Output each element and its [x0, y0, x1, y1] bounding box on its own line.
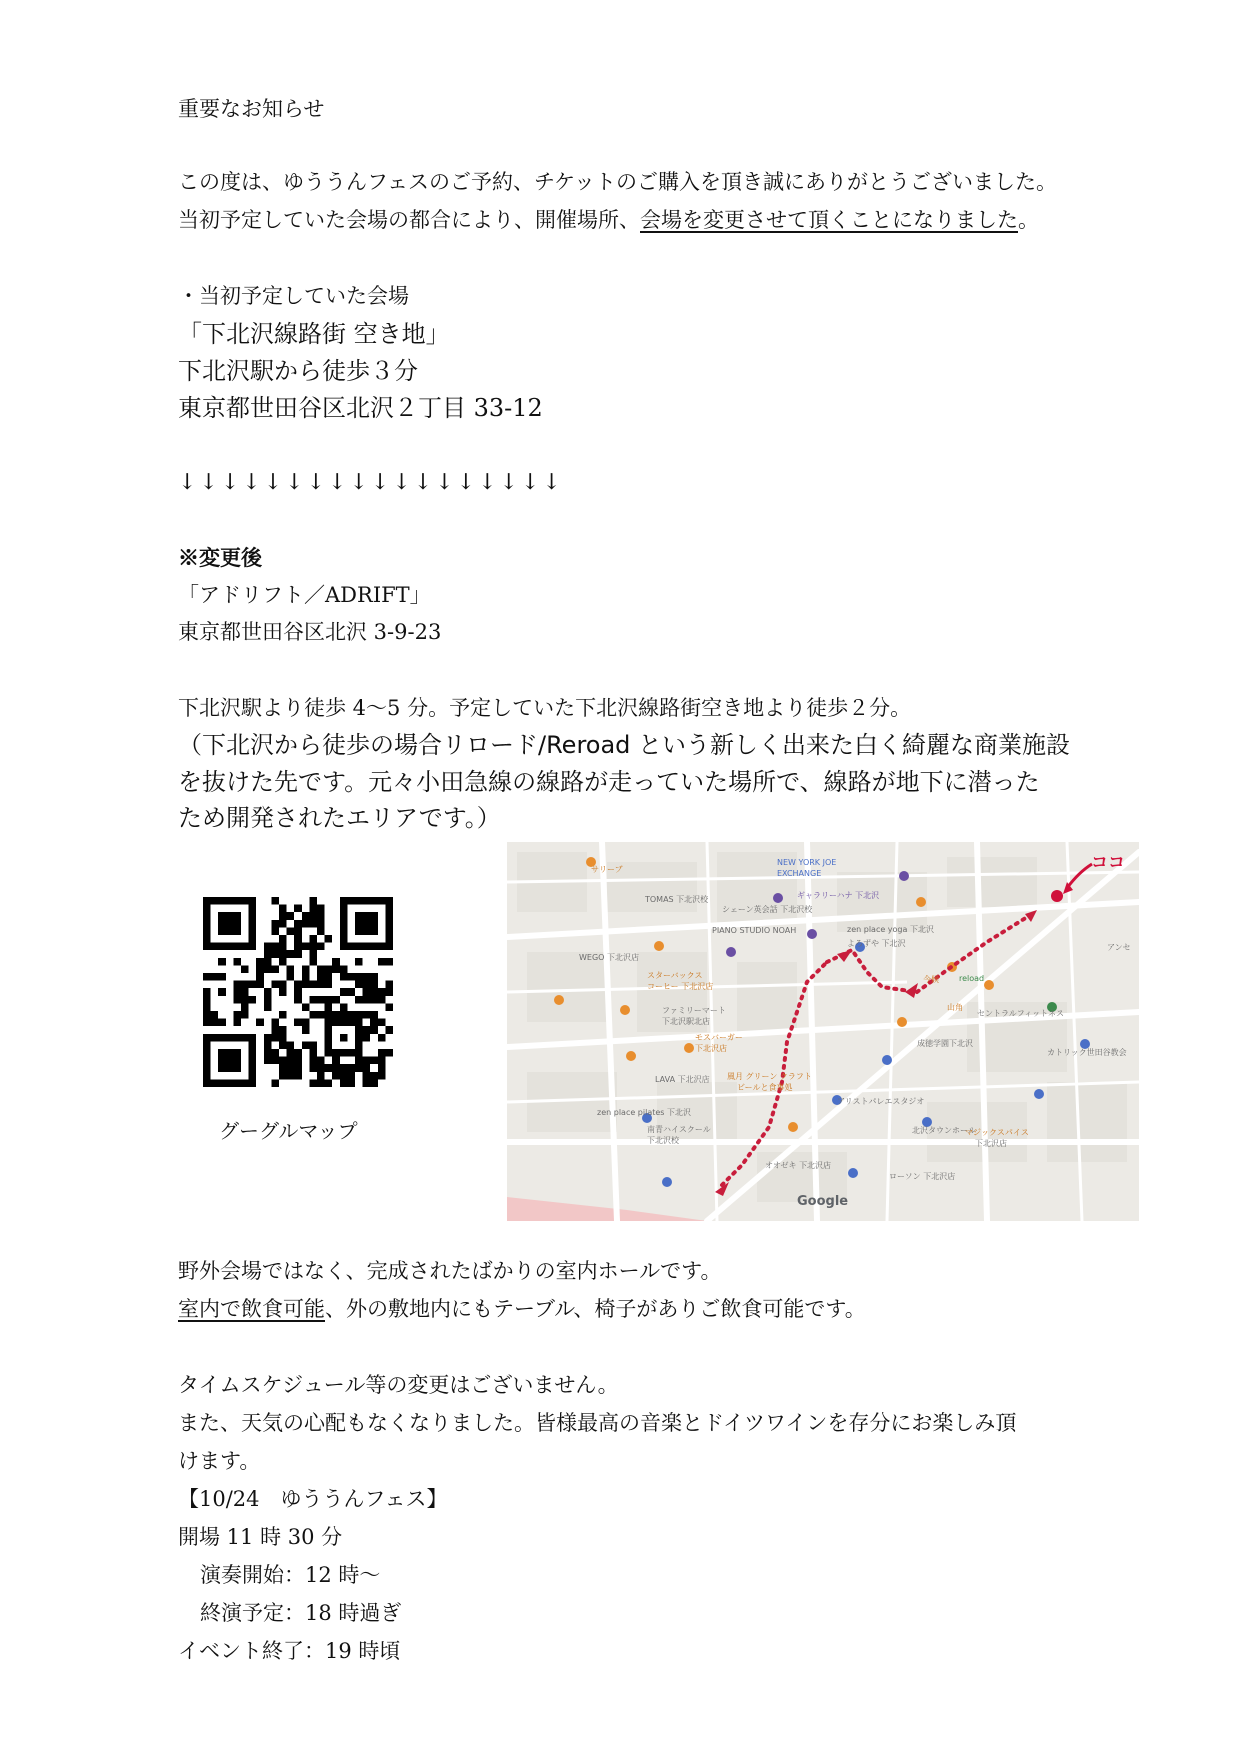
map-label: コーヒー 下北沢店 — [647, 982, 714, 991]
map-label: ローソン 下北沢店 — [889, 1172, 956, 1181]
map-label: 成徳学園下北沢 — [917, 1039, 973, 1048]
map-label: アンセ — [1107, 943, 1131, 952]
venue-change-underlined: 会場を変更させて頂くことになりました — [640, 208, 1018, 232]
schedule-event-end: イベント終了：19 時頃 — [178, 1639, 401, 1663]
map-label: TOMAS 下北沢校 — [645, 895, 709, 904]
schedule-note: タイムスケジュール等の変更はございません。 — [178, 1373, 619, 1397]
schedule-start: 演奏開始：12 時〜 — [200, 1563, 381, 1587]
original-venue-access: 下北沢駅から徒歩３分 — [178, 357, 418, 385]
new-venue-note-2: を抜けた先です。元々小田急線の線路が走っていた場所で、線路が地下に潜った — [178, 768, 1040, 796]
map-label: よろずや 下北沢 — [847, 939, 906, 948]
new-venue-access: 下北沢駅より徒歩 4〜5 分。予定していた下北沢線路街空き地より徒歩２分。 — [178, 696, 912, 720]
map-label: 下北沢駅北店 — [662, 1017, 710, 1026]
map-label: セントラルフィットネス — [977, 1009, 1065, 1018]
map-label: PIANO STUDIO NOAH — [712, 926, 797, 935]
map-label: アリストパレエスタジオ — [837, 1097, 925, 1106]
weather-line-1: また、天気の心配もなくなりました。皆様最高の音楽とドイツワインを存分にお楽しみ頂 — [178, 1411, 1017, 1435]
map-label: WEGO 下北沢店 — [579, 953, 640, 962]
map-label: LAVA 下北沢店 — [655, 1075, 710, 1084]
qr-code[interactable] — [203, 897, 393, 1087]
map-label: カトリック世田谷教会 — [1047, 1048, 1127, 1057]
notice-heading: 重要なお知らせ — [178, 97, 325, 121]
map-label: サリーブ — [591, 865, 623, 874]
map-label: 北沢タウンホール — [912, 1126, 976, 1135]
schedule-end: 終演予定：18 時過ぎ — [200, 1601, 402, 1625]
schedule-title: 【10/24 ゆううんフェス】 — [178, 1487, 448, 1511]
intro-line-1: この度は、ゆううんフェスのご予約、チケットのご購入を頂き誠にありがとうございました。 — [178, 170, 1058, 194]
qr-code-label: グーグルマップ — [219, 1119, 358, 1143]
map-label: 風月 グリーン クラフト — [727, 1072, 812, 1081]
food-allowed-underlined: 室内で飲食可能 — [178, 1297, 325, 1321]
map-label: reload — [959, 974, 985, 983]
map-label: 下北沢校 — [647, 1136, 679, 1145]
google-logo: Google — [797, 1194, 849, 1209]
map-label: NEW YORK JOE — [777, 858, 837, 867]
new-venue-note-3: ため開発されたエリアです。） — [178, 804, 501, 832]
new-venue-name: 「アドリフト／ADRIFT」 — [178, 583, 431, 607]
map-label: 下北沢店 — [975, 1139, 1007, 1148]
weather-line-2: けます。 — [178, 1449, 261, 1473]
map-label: 南青ハイスクール — [647, 1125, 711, 1134]
map-label: ギャラリーハナ 下北沢 — [797, 891, 880, 900]
intro-line-2: 当初予定していた会場の都合により、開催場所、会場を変更させて頂くことになりました。 — [178, 208, 1039, 232]
venue-map[interactable] — [507, 842, 1139, 1221]
map-label: ビールと食事処 — [737, 1083, 793, 1092]
map-label: EXCHANGE — [777, 869, 822, 878]
original-venue-label: ・当初予定していた会場 — [178, 284, 409, 308]
original-venue-name: 「下北沢線路街 空き地」 — [178, 320, 450, 348]
map-label: モスバーガー — [695, 1033, 743, 1042]
new-venue-label: ※変更後 — [178, 545, 262, 570]
map-label: スターバックス — [647, 971, 703, 980]
destination-marker-label: ココ — [1091, 853, 1125, 873]
new-venue-address: 東京都世田谷区北沢 3-9-23 — [178, 620, 442, 644]
map-label: ファミリーマート — [662, 1006, 726, 1015]
map-label: 山角 — [947, 1003, 963, 1012]
map-label: zen place yoga 下北沢 — [847, 925, 934, 934]
map-label: シェーン英会話 下北沢校 — [722, 905, 813, 914]
map-label: マジックスパイス — [965, 1128, 1029, 1137]
map-label: 今候 — [923, 975, 939, 984]
original-venue-address: 東京都世田谷区北沢２丁目 33-12 — [178, 394, 543, 422]
map-label: zen place pilates 下北沢 — [597, 1108, 691, 1117]
schedule-open: 開場 11 時 30 分 — [178, 1525, 343, 1549]
down-arrows: ↓↓↓↓↓↓↓↓↓↓↓↓↓↓↓↓↓↓ — [178, 470, 564, 495]
food-line: 室内で飲食可能、外の敷地内にもテーブル、椅子がありご飲食可能です。 — [178, 1297, 866, 1321]
map-label: オオゼキ 下北沢店 — [765, 1161, 832, 1170]
map-label: 下北沢店 — [695, 1044, 727, 1053]
indoor-hall-line: 野外会場ではなく、完成されたばかりの室内ホールです。 — [178, 1259, 722, 1283]
new-venue-note-1: （下北沢から徒歩の場合リロード/Reroad という新しく出来た白く綺麗な商業施設 — [178, 731, 1071, 759]
